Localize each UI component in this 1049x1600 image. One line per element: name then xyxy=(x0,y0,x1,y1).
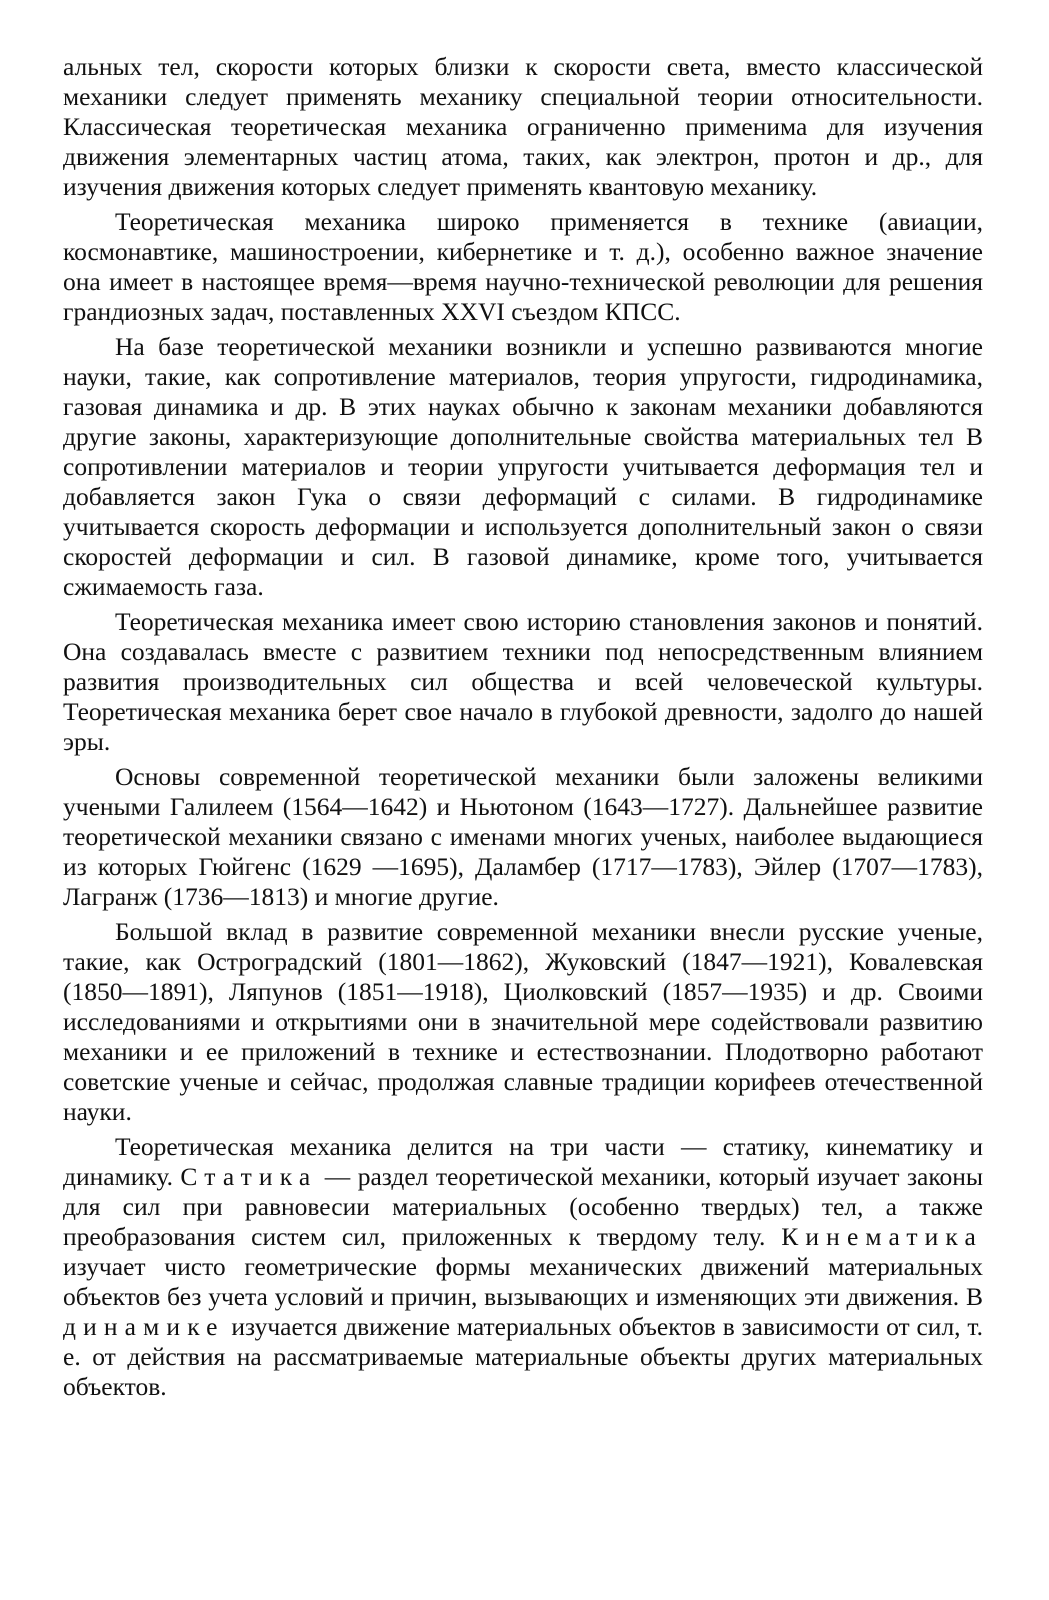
paragraph-1: альных тел, скорости которых близки к скорости света, вместо классической механики следует применять механику специальной теории относительности. Классическая теоретическая механика ограниченно применима для изучения движения элементарных частиц атома, таких, как электрон, протон и др., для изучения движения которых следует применять квантовую механику. xyxy=(63,52,983,201)
paragraph-7-part-2: — раздел теоретической механики, который изучает законы для сил при равновесии материальных (особенно твердых) тел, а также преобразования систем сил, приложенных к твердому телу. xyxy=(63,1162,983,1251)
term-dynamics: динамике xyxy=(63,1312,225,1341)
paragraph-7-part-3: изучает чисто геометрические формы механических движений материальных объектов без учета условий и причин, вызывающих и изменяющих эти движения. В xyxy=(63,1252,983,1311)
document-page xyxy=(63,52,983,1407)
term-kinematics: Кинематика xyxy=(781,1222,983,1251)
paragraph-5: Основы современной теоретической механики были заложены великими учеными Галилеем (1564—1642) и Ньютоном (1643—1727). Дальнейшее развитие теоретической механики связано с именами многих ученых, наиболее выдающиеся из которых Гюйгенс (1629 —1695), Даламбер (1717—1783), Эйлер (1707—1783), Лагранж (1736—1813) и многие другие. xyxy=(63,762,983,911)
paragraph-7-part-4: изучается движение материальных объектов в зависимости от сил, т. е. от действия на рассматриваемые материальные объекты других материальных объектов. xyxy=(63,1312,983,1401)
paragraph-7 xyxy=(63,1132,983,1402)
paragraph-4: Теоретическая механика имеет свою историю становления законов и понятий. Она создавалась вместе с развитием техники под непосредственным влиянием развития производительных сил общества и всей человеческой культуры. Теоретическая механика берет свое начало в глубокой древности, задолго до нашей эры. xyxy=(63,607,983,756)
paragraph-3: На базе теоретической механики возникли и успешно развиваются многие науки, такие, как сопротивление материалов, теория упругости, гидродинамика, газовая динамика и др. В этих науках обычно к законам механики добавляются другие законы, характеризующие дополнительные свойства материальных тел В сопротивлении материалов и теории упругости учитывается деформация тел и добавляется закон Гука о связи деформаций с силами. В гидродинамике учитывается скорость деформации и используется дополнительный закон о связи скоростей деформации и сил. В газовой динамике, кроме того, учитывается сжимаемость газа. xyxy=(63,332,983,601)
paragraph-6: Большой вклад в развитие современной механики внесли русские ученые, такие, как Остроградский (1801—1862), Жуковский (1847—1921), Ковалевская (1850—1891), Ляпунов (1851—1918), Циолковский (1857—1935) и др. Своими исследованиями и открытиями они в значительной мере содействовали развитию механики и ее приложений в технике и естествознании. Плодотворно работают советские ученые и сейчас, продолжая славные традиции корифеев отечественной науки. xyxy=(63,917,983,1126)
paragraph-7-part-1: Теоретическая механика делится на три части — статику, кинематику и динамику. xyxy=(63,1132,983,1191)
paragraph-2: Теоретическая механика широко применяется в технике (авиации, космонавтике, машиностроении, кибернетике и т. д.), особенно важное значение она имеет в настоящее время—время научно-технической революции для решения грандиозных задач, поставленных XXVI съездом КПСС. xyxy=(63,207,983,326)
term-statics: Статика xyxy=(180,1162,318,1191)
